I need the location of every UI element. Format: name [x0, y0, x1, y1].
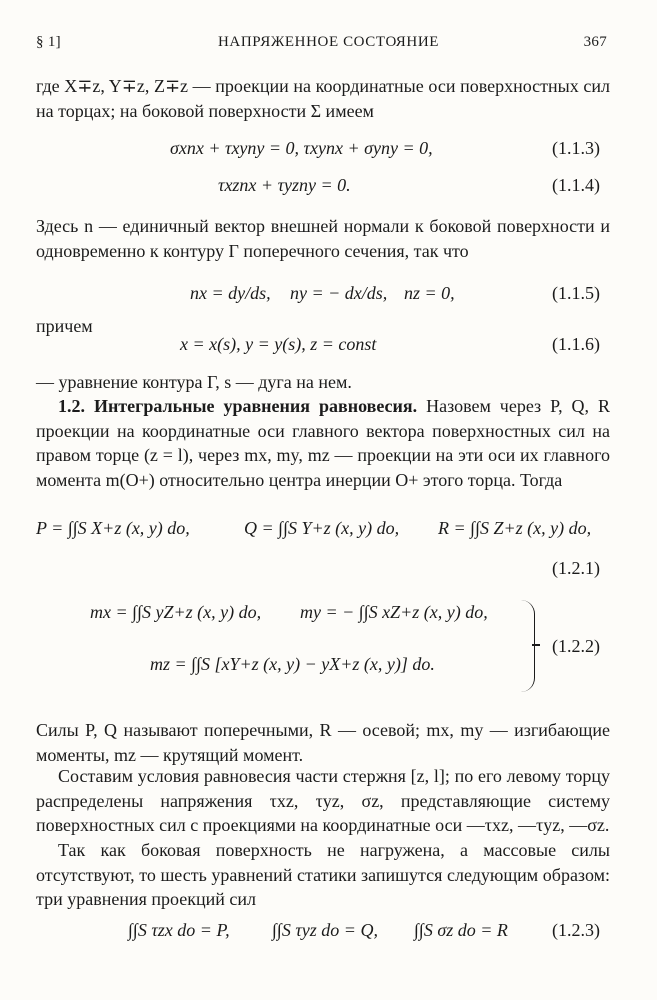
equation-1-2-1-b: Q = ∫∫S Y+z (x, y) do,: [244, 518, 400, 538]
paragraph-4: — уравнение контура Γ, s — дуга на нем.: [36, 372, 352, 392]
equation-number-1-1-4: (1.1.4): [552, 175, 600, 195]
equation-1-2-1-c: R = ∫∫S Z+z (x, y) do,: [438, 518, 592, 538]
paragraph-3: причем: [36, 316, 93, 336]
section-heading-1-2: 1.2. Интегральные уравнения равновесия.: [58, 396, 418, 416]
paragraph-5: [36, 394, 610, 492]
equation-number-1-1-6: (1.1.6): [552, 334, 600, 354]
page-number: 367: [583, 34, 607, 50]
section-marker: § 1]: [36, 34, 61, 50]
equation-1-1-6: x = x(s), y = y(s), z = const: [180, 334, 377, 354]
equation-1-1-5-c: nz = 0,: [404, 283, 455, 303]
equation-number-1-1-3: (1.1.3): [552, 138, 600, 158]
equation-1-1-3: σxnx + τxyny = 0, τxynx + σyny = 0,: [170, 138, 433, 158]
equation-1-2-3-b: ∫∫S τyz do = Q,: [272, 920, 378, 940]
equation-number-1-2-2: (1.2.2): [552, 636, 600, 656]
paragraph-5-body: Назовем через P, Q, R проекции на координатные оси главного вектора поверхностных сил на правом торце (z = l), через mx, my, mz — проекции на эти оси их главного момента m(O+) относительно центра инерции O+ этого торца. Тогда: [36, 396, 610, 490]
equation-1-2-3-c: ∫∫S σz do = R: [414, 920, 508, 940]
running-title: НАПРЯЖЕННОЕ СОСТОЯНИЕ: [217, 34, 440, 50]
equation-1-2-2-c: mz = ∫∫S [xY+z (x, y) − yX+z (x, y)] do.: [150, 654, 435, 674]
right-brace: [520, 600, 535, 692]
equation-number-1-1-5: (1.1.5): [552, 283, 600, 303]
equation-1-2-2-b: my = − ∫∫S xZ+z (x, y) do,: [300, 602, 488, 622]
equation-number-1-2-3: (1.2.3): [552, 920, 600, 940]
equation-1-1-4: τxznx + τyzny = 0.: [218, 175, 351, 195]
equation-number-1-2-1: (1.2.1): [552, 558, 600, 578]
paragraph-6: Силы P, Q называют поперечными, R — осевой; mx, my — изгибающие моменты, mz — крутящий момент.: [36, 720, 610, 765]
paragraph-1: где X∓z, Y∓z, Z∓z — проекции на координатные оси поверхностных сил на торцах; на боковой поверхности Σ имеем: [36, 76, 610, 121]
paragraph-2: Здесь n — единичный вектор внешней нормали к боковой поверхности и одновременно к контуру Γ поперечного сечения, так что: [36, 216, 610, 261]
right-brace-tip: [532, 644, 540, 646]
equation-1-1-5-b: ny = − dx/ds,: [290, 283, 388, 303]
equation-1-2-2-a: mx = ∫∫S yZ+z (x, y) do,: [90, 602, 262, 622]
equation-1-1-5-a: nx = dy/ds,: [190, 283, 271, 303]
paragraph-7: Составим условия равновесия части стержня [z, l]; по его левому торцу распределены напряжения τxz, τyz, σz, представляющие систему поверхностных сил с проекциями на координатные оси —τxz, —τyz, —σz.: [36, 766, 610, 835]
paragraph-8: Так как боковая поверхность не нагружена, а массовые силы отсутствуют, то шесть уравнений статики запишутся следующим образом: три уравнения проекций сил: [36, 840, 610, 909]
equation-1-2-1-a: P = ∫∫S X+z (x, y) do,: [36, 518, 190, 538]
equation-1-2-3-a: ∫∫S τzx do = P,: [128, 920, 230, 940]
